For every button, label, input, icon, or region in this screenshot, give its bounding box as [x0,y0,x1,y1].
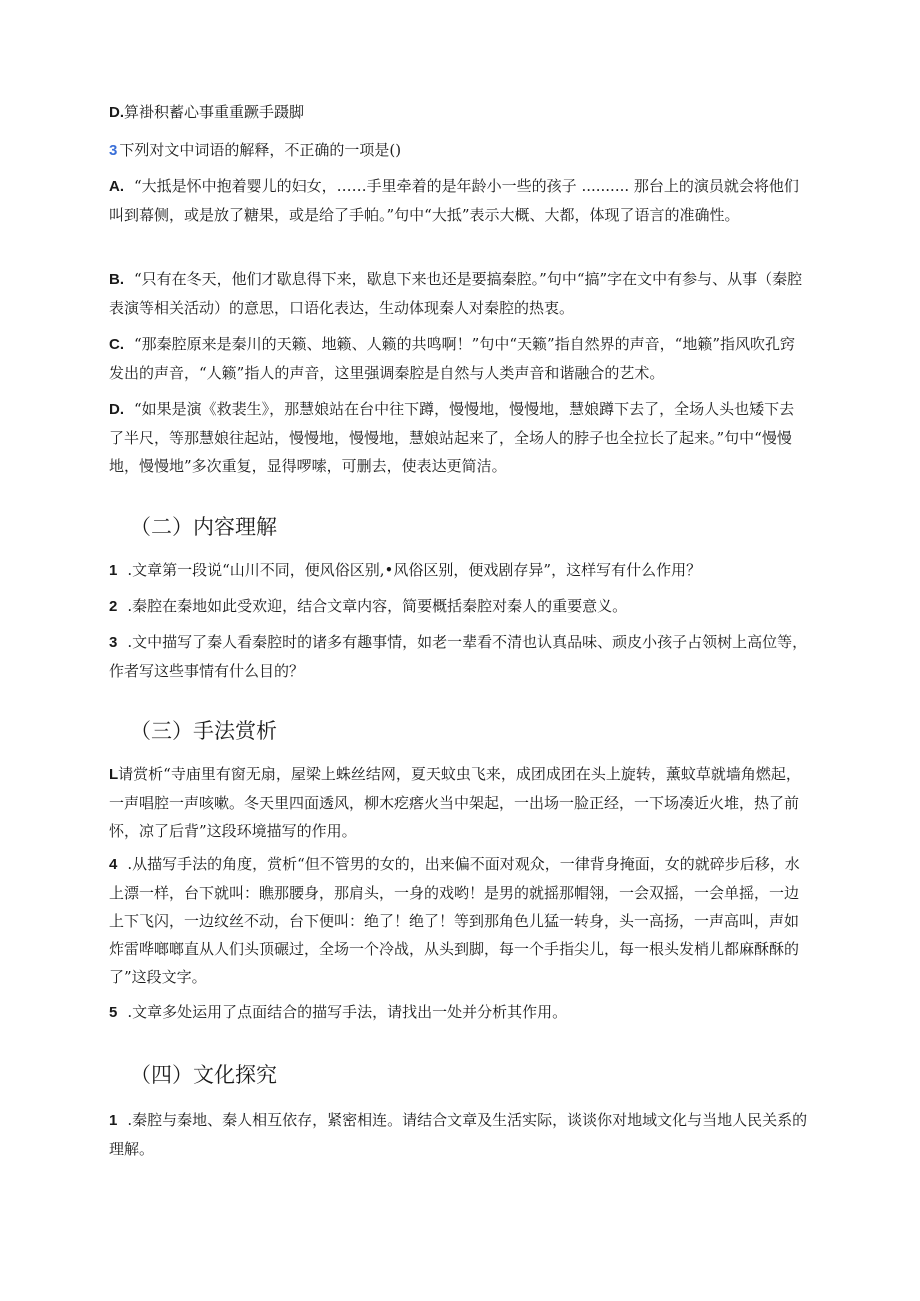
q3-stem [109,136,809,165]
section-heading-technique: （三）手法赏析 [130,719,277,743]
question-stem: 下列对文中词语的解释，不正确的一项是() [119,141,402,159]
content-item-3 [109,628,809,685]
option-marker: A. [109,178,124,195]
content-item-2 [109,592,809,621]
item-text: .文中描写了秦人看秦腔时的诸多有趣事情，如老一辈看不清也认真品味、顽皮小孩子占领树上高位等，作者写这些事情有什么目的？ [109,633,808,680]
option-marker: D. [109,401,124,418]
option-marker: B. [109,271,124,288]
technique-item-4 [109,850,809,991]
option-text: “大抵是怀中抱着婴儿的妇女，……手里牵着的是年龄小一些的孩子 .......... 那台上的演员就会将他们叫到幕侧，或是放了糖果，或是给了手帕。”句中“大抵”表示大概、大都，体现了语言的准确性。 [109,177,799,224]
item-marker: 4 [109,856,118,873]
option-marker: D. [109,104,124,121]
q3-option-a [109,172,809,229]
q3-option-d [109,395,809,480]
item-marker: 3 [109,634,118,651]
technique-item-5 [109,998,809,1027]
item-text: .秦腔在秦地如此受欢迎，结合文章内容，简要概括秦腔对秦人的重要意义。 [127,597,628,615]
item-text: .文章多处运用了点面结合的描写手法，请找出一处并分析其作用。 [127,1003,568,1021]
item-marker: 1 [109,1112,118,1129]
option-text: “那秦腔原来是秦川的天籁、地籁、人籁的共鸣啊！”句中“天籁”指自然界的声音，“地籁”指风吹孔窍发出的声音，“人籁”指人的声音，这里强调秦腔是自然与人类声音和谐融合的艺术。 [109,335,796,382]
item-marker: 2 [109,598,118,615]
item-text: .文章第一段说“山川不同，便风俗区别,•风俗区别，便戏剧存异”，这样写有什么作用？ [127,561,702,579]
q2-option-d [109,98,809,127]
q3-option-b [109,265,809,322]
technique-item-1 [109,760,809,845]
item-marker: L [109,766,119,783]
item-marker: 5 [109,1004,118,1021]
section-heading-content: （二）内容理解 [130,515,277,539]
option-text: “如果是演《救裴生》，那慧娘站在台中往下蹲，慢慢地，慢慢地，慧娘蹲下去了，全场人头也矮下去了半尺，等那慧娘往起站，慢慢地，慢慢地，慧娘站起来了，全场人的脖子也全拉长了起来。”句中“慢慢地，慢慢地”多次重复，显得啰嗦，可删去，使表达更简洁。 [109,400,795,475]
item-text: 请赏析“寺庙里有窗无扇，屋梁上蛛丝结网，夏天蚊虫飞来，成团成团在头上旋转，薰蚊草就墙角燃起，一声唱腔一声咳嗽。冬天里四面透风，柳木疙瘩火当中架起，一出场一脸正经，一下场凑近火堆，热了前怀，凉了后背”这段环境描写的作用。 [109,765,801,840]
option-marker: C. [109,336,124,353]
content-item-1 [109,556,809,585]
item-text: .秦腔与秦地、秦人相互依存，紧密相连。请结合文章及生活实际，谈谈你对地域文化与当地人民关系的理解。 [109,1111,808,1158]
option-text: 算褂积蓄心事重重蹶手蹑脚 [124,103,305,121]
question-number: 3 [109,142,118,159]
option-text: “只有在冬天，他们才歇息得下来，歇息下来也还是要搞秦腔。”句中“搞”字在文中有参与、从事（秦腔表演等相关活动）的意思，口语化表达，生动体现秦人对秦腔的热衷。 [109,270,803,317]
item-marker: 1 [109,562,118,579]
q3-option-c [109,330,809,387]
item-text: .从描写手法的角度，赏析“但不管男的女的，出来偏不面对观众，一律背身掩面，女的就碎步后移，水上漂一样，台下就叫：瞧那腰身，那肩头，一身的戏哟！是男的就摇那帽翎，一会双摇，一会单摇，一边上下飞闪，一边纹丝不动，台下便叫：绝了！绝了！等到那角色儿猛一转身，头一高扬，一声高叫，声如炸雷哗啷啷直从人们头顶碾过，全场一个冷战，从头到脚，每一个手指尖儿，每一根头发梢儿都麻酥酥的了”这段文字。 [109,855,800,986]
section-heading-culture: （四）文化探究 [130,1063,277,1087]
culture-item-1 [109,1106,809,1163]
